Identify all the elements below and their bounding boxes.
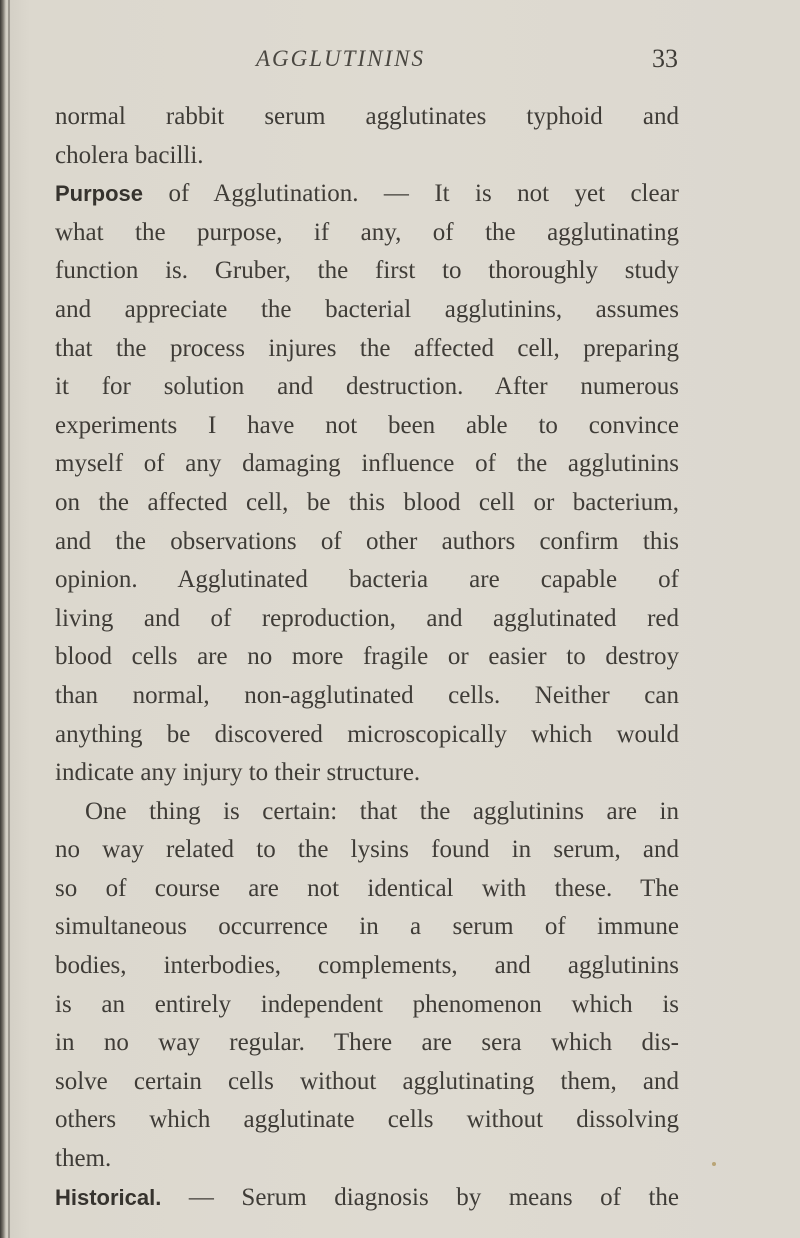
text-line-with-heading [55,175,679,214]
text-line: indicate any injury to their structure. [55,759,421,787]
text-line: in no way regular. There are sera which dis- [55,1029,679,1057]
section-heading-historical: Historical. [55,1184,162,1210]
text-line: is an entirely independent phenomenon which is [55,990,679,1018]
paper-speck [712,1162,716,1166]
text-line: and appreciate the bacterial agglutinins, assumes [55,295,679,323]
text-line: normal rabbit serum agglutinates typhoid and [55,103,679,130]
running-title: AGGLUTININS [256,46,425,71]
text-line: myself of any damaging influence of the agglutinins [55,450,679,478]
text-line: and the observations of other authors confirm this [55,527,679,555]
text-line: living and of reproduction, and agglutinated red [55,604,679,632]
text-line: what the purpose, if any, of the agglutinating [55,218,679,246]
text-line: others which agglutinate cells without dissolving [55,1106,679,1134]
text-line: it for solution and destruction. After numerous [55,373,679,401]
text-line: cholera bacilli. [55,141,204,169]
body-text [55,98,679,1217]
text-line: than normal, non-agglutinated cells. Neither can [55,681,679,709]
text-line: One thing is certain: that the agglutinins are in [85,797,679,825]
text-line: simultaneous occurrence in a serum of immune [55,913,679,941]
text-line: opinion. Agglutinated bacteria are capable of [55,566,679,594]
binding-gutter [0,0,6,1238]
text-line: bodies, interbodies, complements, and agglutinins [55,952,679,980]
page-number: 33 [652,44,678,73]
binding-gutter-line [8,0,10,1238]
text-line: on the affected cell, be this blood cell or bacterium, [55,488,679,516]
text-line: — Serum diagnosis by means of the [188,1183,680,1211]
text-line: function is. Gruber, the first to thoroughly study [55,257,679,285]
text-line: of Agglutination. — It is not yet clear [168,180,680,208]
text-line: anything be discovered microscopically which would [55,720,679,748]
text-line: them. [55,1145,112,1173]
text-line: no way related to the lysins found in serum, and [55,836,679,864]
text-line: solve certain cells without agglutinating them, and [55,1067,679,1095]
text-line: experiments I have not been able to convince [55,411,679,439]
text-line: that the process injures the affected cell, preparing [55,334,679,362]
text-line-with-heading [55,1179,679,1218]
text-line: blood cells are no more fragile or easier to destroy [55,643,679,671]
running-head [0,46,800,86]
text-line: so of course are not identical with these. The [55,874,679,902]
section-heading-purpose: Purpose [55,181,144,207]
